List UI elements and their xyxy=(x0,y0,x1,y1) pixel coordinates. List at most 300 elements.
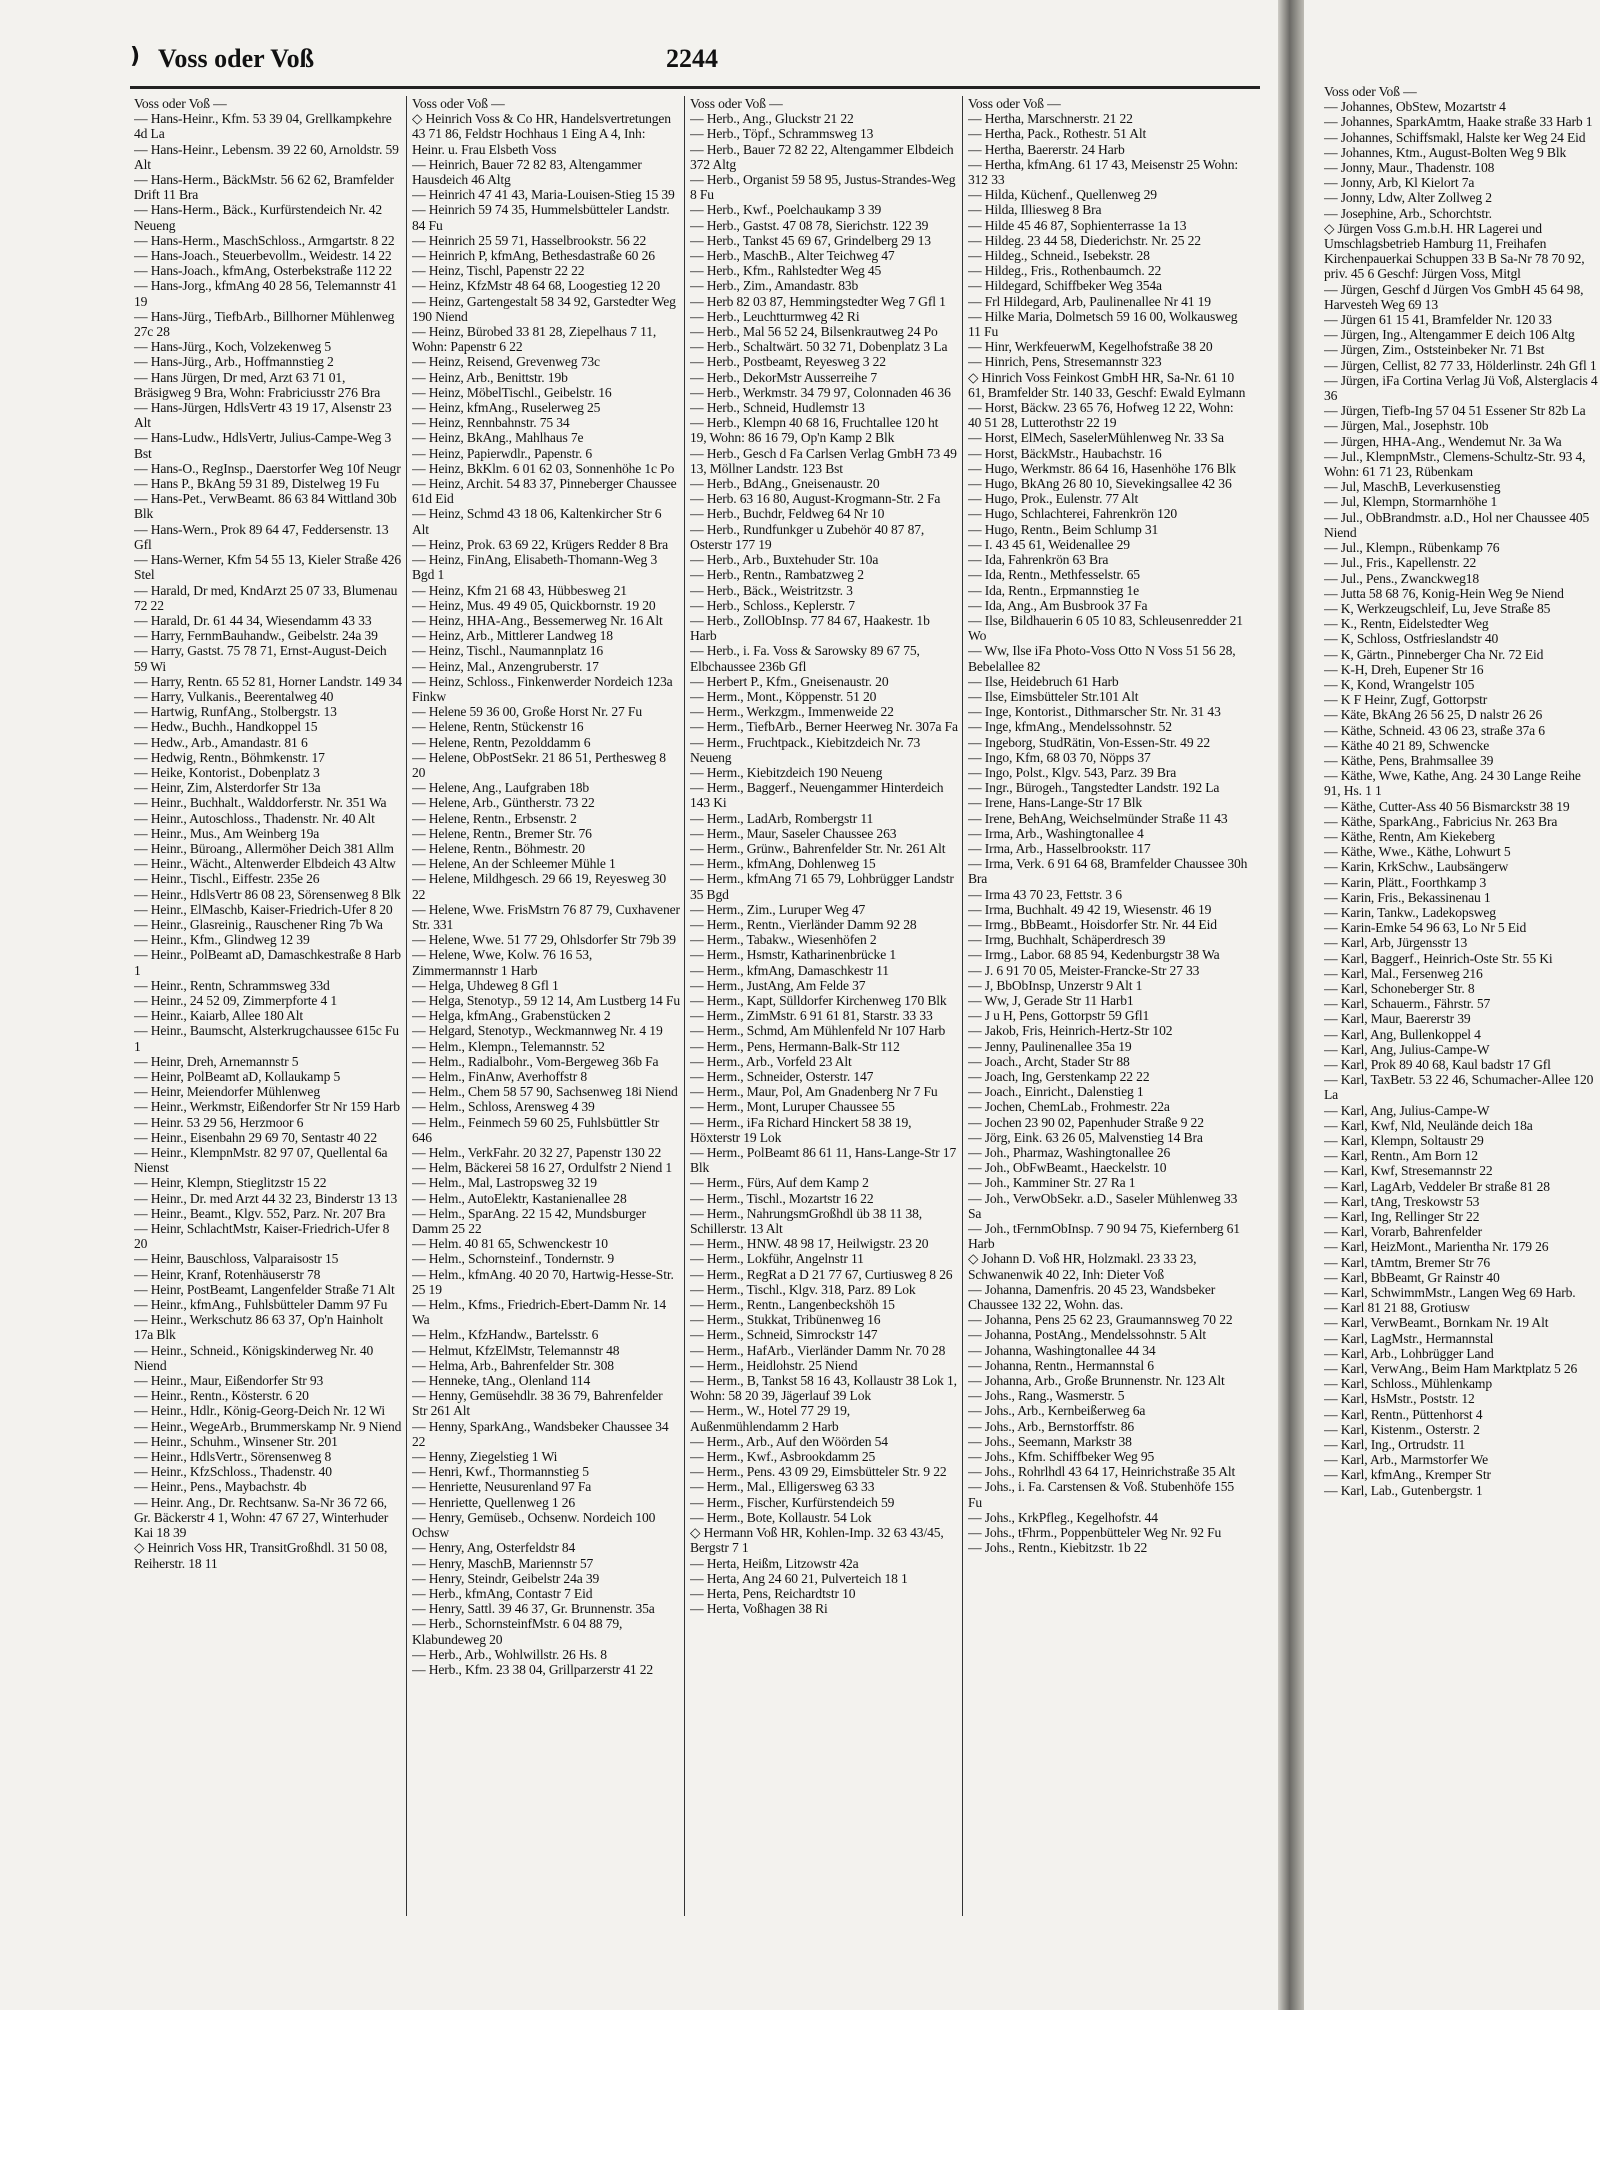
directory-entry: — Heinz, kfmAng., Ruselerweg 25 xyxy=(412,400,601,416)
directory-entry: — Heinz, HHA-Ang., Bessemerweg Nr. 16 Alt xyxy=(412,612,663,628)
directory-entry: — Karl, VerwBeamt., Bornkam Nr. 19 Alt xyxy=(1324,1315,1549,1331)
directory-entry: — Herm., RegRat a D 21 77 67, Curtiusweg 8 26 xyxy=(690,1266,953,1282)
directory-entry: — Hans-Jürgen, HdlsVertr 43 19 17, Alsenstr 23 Alt xyxy=(134,400,392,431)
directory-entry: — Hilda, Illiesweg 8 Bra xyxy=(968,202,1102,218)
directory-entry: — Helm., Chem 58 57 90, Sachsenweg 18i Niend xyxy=(412,1084,678,1100)
directory-entry: — Käthe, Schneid. 43 06 23, straße 37a 6 xyxy=(1324,722,1545,738)
header-rule xyxy=(130,86,1260,89)
column-divider xyxy=(684,96,685,1916)
directory-entry: — Hilda, Küchenf., Quellenweg 29 xyxy=(968,187,1157,203)
directory-entry: — Heinr., KlempnMstr. 82 97 07, Quellental 6a Nienst xyxy=(134,1145,388,1176)
directory-entry: — Henny, SparkAng., Wandsbeker Chaussee 34 22 xyxy=(412,1418,669,1449)
directory-entry: — Karl, Arb, Jürgensstr 13 xyxy=(1324,935,1468,951)
directory-entry: — Helga, kfmAng., Grabenstücken 2 xyxy=(412,1008,611,1024)
directory-entry: — Ingr., Bürogeh., Tangstedter Landstr. 192 La xyxy=(968,780,1220,796)
directory-entry: — Jochen 23 90 02, Papenhuder Straße 9 22 xyxy=(968,1114,1204,1130)
directory-entry: — Jürgen, Mal., Josephstr. 10b xyxy=(1324,418,1489,434)
directory-entry: — Herm., kfmAng, Damaschkestr 11 xyxy=(690,962,889,978)
directory-entry: — K, Kond, Wrangelstr 105 xyxy=(1324,676,1475,692)
directory-entry: — Herb., Rentn., Rambatzweg 2 xyxy=(690,567,864,583)
running-head: Voss oder Voß xyxy=(158,44,315,73)
directory-entry: — Hilke Maria, Dolmetsch 59 16 00, Wolkausweg 11 Fu xyxy=(968,308,1238,340)
directory-entry: — Karl, Schloss., Mühlenkamp xyxy=(1324,1376,1492,1392)
directory-entry: — Helene, Rentn., Bremer Str. 76 xyxy=(412,825,592,841)
directory-entry: — Henriette, Quellenweg 1 26 xyxy=(412,1494,576,1510)
directory-entry: — Hans-Herm., BäckMstr. 56 62 62, Bramfelder Drift 11 Bra xyxy=(134,172,394,203)
directory-entry: — Karl, Baggerf., Heinrich-Oste Str. 55 Ki xyxy=(1324,950,1553,966)
directory-entry: — Karl, Ing, Rellinger Str 22 xyxy=(1324,1209,1480,1225)
directory-entry: — Johanna, Rentn., Hermannstal 6 xyxy=(968,1357,1154,1373)
directory-entry: — Ww, J, Gerade Str 11 Harb1 xyxy=(968,992,1134,1008)
directory-entry: — Herb., Schloss., Keplerstr. 7 xyxy=(690,597,855,613)
directory-entry: — Henri, Kwf., Thormannstieg 5 xyxy=(412,1464,589,1480)
directory-entry: ◇ Hermann Voß HR, Kohlen-Imp. 32 63 43/45, Bergstr 7 1 xyxy=(690,1525,944,1556)
directory-entry: — Heinr, PolBeamt aD, Kollaukamp 5 xyxy=(134,1069,341,1084)
directory-entry: — Herm., LadArb, Rombergstr 11 xyxy=(690,810,874,826)
directory-entry: — Herm., W., Hotel 77 29 19, Außenmühlendamm 2 Harb xyxy=(690,1403,851,1434)
directory-entry: — Heinrich 59 74 35, Hummelsbütteler Landstr. 84 Fu xyxy=(412,202,670,233)
directory-entry: — Karl, Schauerm., Fährstr. 57 xyxy=(1324,996,1491,1012)
directory-entry: — Karin, KrkSchw., Laubsängerw xyxy=(1324,859,1509,875)
directory-entry: — Käthe, Wwe., Käthe, Lohwurt 5 xyxy=(1324,844,1511,860)
directory-entry: — Heinz, Schloss., Finkenwerder Nordeich 123a Finkw xyxy=(412,673,673,704)
directory-entry: — Josephine, Arb., Schorchtstr. xyxy=(1324,205,1492,221)
directory-entry: — Hildegard, Schiffbeker Weg 354a xyxy=(968,278,1162,294)
directory-entry: — Johanna, Arb., Große Brunnenstr. Nr. 123 Alt xyxy=(968,1373,1225,1389)
directory-entry: — Horst, Bäckw. 23 65 76, Hofweg 12 22, Wohn: 40 51 28, Lutterothstr 22 19 xyxy=(968,400,1234,431)
directory-entry: — Heinr., Mus., Am Weinberg 19a xyxy=(134,825,320,841)
directory-entry: — Heinr. Ang., Dr. Rechtsanw. Sa-Nr 36 72 66, Gr. Bäckerstr 4 1, Wohn: 47 67 27, Winterhuder Kai 18 39 xyxy=(134,1494,389,1541)
directory-entry: — Herb., Kfm., Rahlstedter Weg 45 xyxy=(690,263,882,279)
directory-entry: — Irmg., Labor. 68 85 94, Kedenburgstr 38 Wa xyxy=(968,947,1220,963)
directory-entry: — Helm., AutoElektr, Kastanienallee 28 xyxy=(412,1190,627,1206)
directory-entry: — Heinr., Schneid., Königskinderweg Nr. 40 Niend xyxy=(134,1342,374,1373)
directory-entry: — Heinrich, Bauer 72 82 83, Altengammer Hausdeich 46 Altg xyxy=(412,156,642,188)
directory-entry: — Herm., Rentn., Vierländer Damm 92 28 xyxy=(690,916,917,932)
directory-entry: — Johs., Seemann, Markstr 38 xyxy=(968,1433,1132,1449)
directory-entry: — Henry, MaschB, Mariennstr 57 xyxy=(412,1555,594,1571)
directory-entry: — Karl, Kistenm., Osterstr. 2 xyxy=(1324,1421,1480,1437)
directory-entry: — K F Heinr, Zugf, Gottorpstr xyxy=(1324,692,1488,708)
directory-entry: — Helene, Wwe. FrisMstrn 76 87 79, Cuxhavener Str. 331 xyxy=(412,901,680,932)
directory-entry: — Herm., Tabakw., Wiesenhöfen 2 xyxy=(690,932,877,948)
directory-entry: — K., Rentn, Eidelstedter Weg xyxy=(1324,616,1489,632)
directory-entry: — Herb., Buchdr, Feldweg 64 Nr 10 xyxy=(690,506,885,522)
directory-entry: — Irma, Buchhalt. 49 42 19, Wiesenstr. 46 19 xyxy=(968,901,1212,917)
directory-entry: — I. 43 45 61, Weidenallee 29 xyxy=(968,536,1130,552)
page-number: 2244 xyxy=(666,44,718,73)
directory-entry: — Hans-Herm., MaschSchloss., Armgartstr. 8 22 xyxy=(134,232,395,248)
directory-entry: — Heinr., HdlsVertr 86 08 23, Sörensenweg 8 Blk xyxy=(134,886,401,902)
directory-entry: — Johs., Rentn., Kiebitzstr. 1b 22 xyxy=(968,1540,1148,1556)
directory-entry: — Helene, Rentn, Pezolddamm 6 xyxy=(412,734,591,750)
directory-entry: — Helm., kfmAng. 40 20 70, Hartwig-Hesse-Str. 25 19 xyxy=(412,1266,674,1297)
directory-entry: — Hertha, Pack., Rothestr. 51 Alt xyxy=(968,126,1147,142)
directory-entry: — Herm., Kapt, Sülldorfer Kirchenweg 170 Blk xyxy=(690,992,947,1008)
directory-entry: — Heinz, Tischl, Papenstr 22 22 xyxy=(412,263,585,279)
directory-entry: — Hans-Wern., Prok 89 64 47, Feddersenstr. 13 Gfl xyxy=(134,521,389,552)
directory-entry: — Herm., Maur, Saseler Chaussee 263 xyxy=(690,825,897,841)
directory-entry: — Jürgen, Zim., Oststeinbeker Nr. 71 Bst xyxy=(1324,342,1545,358)
directory-entry: — Ingo, Kfm, 68 03 70, Nöpps 37 xyxy=(968,749,1151,765)
directory-entry: — Karl, Kwf, Stresemannstr 22 xyxy=(1324,1163,1493,1179)
directory-entry: — Hertha, Baererstr. 24 Harb xyxy=(968,141,1125,157)
directory-entry: — Herb., DekorMstr Ausserreihe 7 xyxy=(690,369,877,385)
directory-entry: — Herm., B, Tankst 58 16 43, Kollaustr 38 Lok 1, Wohn: 58 20 39, Jägerlauf 39 Lok xyxy=(690,1373,957,1404)
directory-entry: — Hildeg., Schneid., Isebekstr. 28 xyxy=(968,248,1150,264)
directory-entry: — Herb., Bauer 72 82 22, Altengammer Elbdeich 372 Altg xyxy=(690,141,954,172)
page-edge-mark: ) xyxy=(130,44,141,69)
directory-entry: — Heinr., Autoschloss., Thadenstr. Nr. 40 Alt xyxy=(134,810,375,826)
directory-entry: — Herta, Ang 24 60 21, Pulverteich 18 1 xyxy=(690,1570,908,1586)
directory-entry: — Hans-Ludw., HdlsVertr, Julius-Campe-Weg 3 Bst xyxy=(134,430,392,461)
directory-entry: — Johs., Arb., Kernbeißerweg 6a xyxy=(968,1403,1146,1419)
directory-entry: — Herm., NahrungsmGroßhdl üb 38 11 38, Schillerstr. 13 Alt xyxy=(690,1205,923,1237)
directory-entry: — Herb., Klempn 40 68 16, Fruchtallee 120 ht 19, Wohn: 86 16 79, Op'n Kamp 2 Blk xyxy=(690,415,939,446)
directory-entry: — Heinz, Bürobed 33 81 28, Ziepelhaus 7 11, Wohn: Papenstr 6 22 xyxy=(412,324,657,355)
directory-entry: — Hildeg., Fris., Rothenbaumch. 22 xyxy=(968,263,1162,279)
directory-entry: ◇ Heinrich Voss & Co HR, Handelsvertretungen 43 71 86, Feldstr Hochhaus 1 Eing A 4, Inh: Heinr. u. Frau Elsbeth Voss xyxy=(412,111,671,157)
directory-entry: — Frl Hildegard, Arb, Paulinenallee Nr 41 19 xyxy=(968,293,1211,309)
directory-entry: — Herm., Heidlohstr. 25 Niend xyxy=(690,1357,858,1373)
directory-entry: — Hans-Jürg., Arb., Hoffmannstieg 2 xyxy=(134,354,334,370)
directory-entry: — Herb., Gastst. 47 08 78, Sierichstr. 122 39 xyxy=(690,217,929,233)
directory-entry: — Herm., Stukkat, Tribünenweg 16 xyxy=(690,1312,881,1328)
directory-entry: — Herb., Tankst 45 69 67, Grindelberg 29 13 xyxy=(690,232,931,248)
directory-entry: — Karl, Rentn., Am Born 12 xyxy=(1324,1148,1478,1164)
directory-entry: — Helm., SparAng. 22 15 42, Mundsburger Damm 25 22 xyxy=(412,1205,647,1237)
directory-entry: — Helma, Arb., Bahrenfelder Str. 308 xyxy=(412,1357,614,1373)
directory-entry: ◇ Hinrich Voss Feinkost GmbH HR, Sa-Nr. 61 10 61, Bramfelder Str. 140 33, Geschf: Ewald Eylmann xyxy=(968,369,1246,400)
directory-entry: — Heinz, Rennbahnstr. 75 34 xyxy=(412,415,570,431)
directory-entry: — Heinr., Pens., Maybachstr. 4b xyxy=(134,1479,307,1495)
directory-entry: — Herb., BdAng., Gneisenaustr. 20 xyxy=(690,476,880,492)
directory-entry: — Herta, Heißm, Litzowstr 42a xyxy=(690,1555,859,1571)
directory-entry: — Herb., Leuchtturmweg 42 Ri xyxy=(690,308,860,324)
directory-entry: — Herb., Kwf., Poelchaukamp 3 39 xyxy=(690,202,882,218)
directory-entry: — Herm., Bote, Kollaustr. 54 Lok xyxy=(690,1509,872,1525)
directory-entry: Voss oder Voß — xyxy=(690,96,783,111)
directory-entry: — Karl, BbBeamt, Gr Rainstr 40 xyxy=(1324,1269,1500,1285)
directory-entry: — Herm., Arb., Vorfeld 23 Alt xyxy=(690,1053,852,1069)
directory-entry: — Jürgen, Ing., Altengammer E deich 106 Altg xyxy=(1324,327,1575,343)
directory-entry: — Karl, Lab., Gutenbergstr. 1 xyxy=(1324,1482,1483,1498)
directory-entry: — Herb., Ang., Gluckstr 21 22 xyxy=(690,111,854,127)
directory-entry: — Heinrich 25 59 71, Hasselbrookstr. 56 22 xyxy=(412,232,647,248)
directory-entry: — Johannes, SparkAmtm, Haake straße 33 Harb 1 xyxy=(1324,114,1593,130)
directory-entry: — Heinr, Klempn, Stieglitzstr 15 22 xyxy=(134,1175,327,1191)
directory-entry: — Helene 59 36 00, Große Horst Nr. 27 Fu xyxy=(412,704,642,720)
directory-entry: — Heinr, Kranf, Rotenhäuserstr 78 xyxy=(134,1266,321,1282)
directory-entry: — Helgard, Stenotyp., Weckmannweg Nr. 4 19 xyxy=(412,1023,663,1039)
directory-entry: — Heinr, Dreh, Arnemannstr 5 xyxy=(134,1053,299,1069)
directory-entry: — Herb., Arb., Wohlwillstr. 26 Hs. 8 xyxy=(412,1646,607,1662)
directory-entry: — Herm., ZimMstr. 6 91 61 81, Starstr. 33 33 xyxy=(690,1008,933,1024)
directory-entry: — Heinr., KfzSchloss., Thadenstr. 40 xyxy=(134,1464,332,1480)
directory-entry: — Heinz, Arb., Benittstr. 19b xyxy=(412,369,568,385)
directory-entry: — Herm., Werkzgm., Immenweide 22 xyxy=(690,704,894,720)
directory-entry: — Heinr., Maur, Eißendorfer Str 93 xyxy=(134,1373,324,1389)
directory-entry: — Hans-Joach., kfmAng, Osterbekstraße 112 22 xyxy=(134,263,392,279)
directory-entry: — Karl, Ang, Julius-Campe-W xyxy=(1324,1102,1490,1118)
directory-entry: — Herm., Mal., Elligersweg 63 33 xyxy=(690,1479,875,1495)
directory-entry: — K-H, Dreh, Eupener Str 16 xyxy=(1324,661,1484,677)
directory-entry: — Karl, Maur, Baererstr 39 xyxy=(1324,1011,1471,1027)
directory-entry: — Hans Jürgen, Dr med, Arzt 63 71 01, Bräsigweg 9 Bra, Wohn: Frabriciusstr 276 Bra xyxy=(134,369,381,400)
directory-entry: Voss oder Voß — xyxy=(968,96,1061,111)
directory-entry: — Herm., HafArb., Vierländer Damm Nr. 70 28 xyxy=(690,1342,946,1358)
directory-entry: — Heinr, PostBeamt, Langenfelder Straße 71 Alt xyxy=(134,1281,395,1297)
directory-entry: — J, BbObInsp, Unzerstr 9 Alt 1 xyxy=(968,977,1143,993)
directory-entry: — Hans-Jürg., TiefbArb., Billhorner Mühlenweg 27c 28 xyxy=(134,308,395,340)
directory-entry: — Karl, Vorarb, Bahrenfelder xyxy=(1324,1224,1482,1240)
directory-entry: — Irma, Arb., Hasselbrookstr. 117 xyxy=(968,840,1151,856)
directory-entry: — Herm., Schmd, Am Mühlenfeld Nr 107 Harb xyxy=(690,1023,946,1039)
directory-entry: — Herm., Rentn., Langenbeckshöh 15 xyxy=(690,1297,895,1313)
directory-entry: — Hedw., Arb., Amandastr. 81 6 xyxy=(134,734,308,750)
directory-entry: — Hugo, BkAng 26 80 10, Sievekingsallee 42 36 xyxy=(968,476,1232,492)
directory-entry: — Herb., Postbeamt, Reyesweg 3 22 xyxy=(690,354,886,370)
directory-entry: — Helmut, KfzElMstr, Telemannstr 48 xyxy=(412,1342,620,1358)
directory-entry: — Jochen, ChemLab., Frohmestr. 22a xyxy=(968,1099,1170,1115)
directory-entry: — Joach., Archt, Stader Str 88 xyxy=(968,1053,1130,1069)
directory-entry: — Heinz, BkKlm. 6 01 62 03, Sonnenhöhe 1c Po xyxy=(412,460,675,476)
directory-entry: — Helm., Schornsteinf., Tondernstr. 9 xyxy=(412,1251,615,1267)
directory-entry: — Käthe, Wwe, Kathe, Ang. 24 30 Lange Reihe 91, Hs. 1 1 xyxy=(1324,768,1581,799)
directory-entry: — Hans-Jorg., kfmAng 40 28 56, Telemannstr 41 19 xyxy=(134,278,397,309)
directory-entry: — Joh., VerwObSekr. a.D., Saseler Mühlenweg 33 Sa xyxy=(968,1190,1238,1221)
directory-entry: — Jürgen, HHA-Ang., Wendemut Nr. 3a Wa xyxy=(1324,433,1562,449)
directory-entry: — Heinz, BkAng., Mahlhaus 7e xyxy=(412,430,584,446)
directory-entry: — Herm., PolBeamt 86 61 11, Hans-Lange-Str 17 Blk xyxy=(690,1145,957,1176)
directory-entry: — Jenny, Paulinenallee 35a 19 xyxy=(968,1038,1132,1054)
directory-entry: — Herta, Pens, Reichardtstr 10 xyxy=(690,1585,856,1601)
directory-entry: — Käthe, Cutter-Ass 40 56 Bismarckstr 38 19 xyxy=(1324,798,1570,814)
directory-entry: — Herb., Gesch d Fa Carlsen Verlag GmbH 73 49 13, Möllner Landstr. 123 Bst xyxy=(690,445,957,476)
directory-entry: — Johanna, Damenfris. 20 45 23, Wandsbeker Chaussee 132 22, Wohn. das. xyxy=(968,1281,1216,1313)
directory-entry: — Heike, Kontorist., Dobenplatz 3 xyxy=(134,764,320,780)
directory-entry: — Harry, FernmBauhandw., Geibelstr. 24a 39 xyxy=(134,628,378,644)
directory-entry: — Herm., Tischl., Klgv. 318, Parz. 89 Lok xyxy=(690,1281,916,1297)
directory-entry: — Heinz, Archit. 54 83 37, Pinneberger Chaussee 61d Eid xyxy=(412,476,677,507)
directory-entry: — Karl, LagMstr., Hermannstal xyxy=(1324,1330,1494,1346)
directory-entry: — Jakob, Fris, Heinrich-Hertz-Str 102 xyxy=(968,1023,1173,1039)
directory-entry: — Karl, kfmAng., Kremper Str xyxy=(1324,1467,1491,1483)
directory-entry: Voss oder Voß — xyxy=(412,96,505,111)
directory-entry: — Johannes, Schiffsmakl, Halste ker Weg 24 Eid xyxy=(1324,129,1586,145)
directory-entry: — Herb., ZollObInsp. 77 84 67, Haakestr. 1b Harb xyxy=(690,612,930,644)
directory-entry: — Jürgen 61 15 41, Bramfelder Nr. 120 33 xyxy=(1324,312,1552,328)
directory-entry: — Herb., MaschB., Alter Teichweg 47 xyxy=(690,248,895,264)
book-gutter xyxy=(1278,0,1304,2010)
directory-entry: — Heinr., PolBeamt aD, Damaschkestraße 8 Harb 1 xyxy=(134,947,401,978)
directory-entry: — Irmg., BbBeamt., Hoisdorfer Str. Nr. 44 Eid xyxy=(968,916,1217,932)
directory-entry: — Helm., FinAnw, Averhoffstr 8 xyxy=(412,1069,587,1084)
directory-entry: — Jonny, Ldw, Alter Zollweg 2 xyxy=(1324,190,1492,206)
directory-entry: — Inge, kfmAng., Mendelssohnstr. 52 xyxy=(968,719,1172,735)
directory-entry: — Henneke, tAng., Olenland 114 xyxy=(412,1373,591,1389)
directory-column-5-facing-page xyxy=(1324,84,1600,1724)
directory-entry: — Karin, Plätt., Foorthkamp 3 xyxy=(1324,874,1487,890)
directory-entry: — Ida, Fahrenkrön 63 Bra xyxy=(968,552,1109,568)
directory-column-3 xyxy=(690,96,958,1896)
directory-entry: — Herb., Schaltwärt. 50 32 71, Dobenplatz 3 La xyxy=(690,339,948,355)
directory-entry: — Horst, BäckMstr., Haubachstr. 16 xyxy=(968,445,1162,461)
directory-entry: — Heinz, Gartengestalt 58 34 92, Garstedter Weg 190 Niend xyxy=(412,293,676,324)
directory-entry: — Herb., Kfm. 23 38 04, Grillparzerstr 41 22 xyxy=(412,1661,654,1677)
directory-entry: — Helene, Ang., Laufgraben 18b xyxy=(412,780,590,796)
directory-entry: — Johanna, PostAng., Mendelssohnstr. 5 Alt xyxy=(968,1327,1207,1343)
directory-entry: — Jürgen, Cellist, 82 77 33, Hölderlinstr. 24h Gfl 1 xyxy=(1324,357,1597,373)
directory-entry: — Jutta 58 68 76, Konig-Hein Weg 9e Niend xyxy=(1324,585,1564,601)
directory-entry: — Karl, Kwf, Nld, Neulände deich 18a xyxy=(1324,1117,1533,1133)
directory-entry: ◇ Johann D. Voß HR, Holzmakl. 23 33 23, Schwanenwik 40 22, Inh: Dieter Voß xyxy=(968,1251,1197,1282)
directory-entry: — Heinr., kfmAng., Fuhlsbütteler Damm 97 Fu xyxy=(134,1297,388,1313)
directory-entry: — Ilse, Bildhauerin 6 05 10 83, Schleusenredder 21 Wo xyxy=(968,612,1243,644)
directory-entry: — Ida, Rentn., Erpmannstieg 1e xyxy=(968,582,1140,598)
directory-entry: — Johanna, Pens 25 62 23, Graumannsweg 70 22 xyxy=(968,1312,1233,1328)
directory-entry: — Heinr, Meiendorfer Mühlenweg xyxy=(134,1084,320,1100)
directory-entry: — Johs., Arb., Bernstorffstr. 86 xyxy=(968,1418,1135,1434)
directory-entry: — Herb., Organist 59 58 95, Justus-Strandes-Weg 8 Fu xyxy=(690,172,956,203)
directory-entry: — Herb., Werkmstr. 34 79 97, Colonnaden 46 36 xyxy=(690,384,951,400)
directory-entry: — Herb., kfmAng, Contastr 7 Eid xyxy=(412,1585,593,1601)
directory-entry: — Karin, Tankw., Ladekopsweg xyxy=(1324,904,1496,920)
directory-entry: — Karl, HsMstr., Poststr. 12 xyxy=(1324,1391,1475,1407)
directory-entry: — Ida, Ang., Am Busbrook 37 Fa xyxy=(968,597,1148,613)
directory-entry: — Joh., ObFwBeamt., Haeckelstr. 10 xyxy=(968,1160,1167,1176)
directory-entry: — Heinz, Prok. 63 69 22, Krügers Redder 8 Bra xyxy=(412,536,669,552)
directory-entry: — Helm., Radialbohr., Vom-Bergeweg 36b Fa xyxy=(412,1053,659,1069)
directory-entry: — Herm., Maur, Pol, Am Gnadenberg Nr 7 Fu xyxy=(690,1084,938,1100)
directory-entry: — Heinr., Hdlr., König-Georg-Deich Nr. 12 Wi xyxy=(134,1403,385,1419)
directory-entry: — Helm., Klempn., Telemannstr. 52 xyxy=(412,1038,605,1054)
directory-entry: — Johs., Rohrlhdl 43 64 17, Heinrichstraße 35 Alt xyxy=(968,1464,1236,1480)
directory-entry: — Henny, Gemüsehdlr. 38 36 79, Bahrenfelder Str 261 Alt xyxy=(412,1388,663,1419)
directory-entry: — Jürgen, Tiefb-Ing 57 04 51 Essener Str 82b La xyxy=(1324,403,1586,419)
directory-entry: — Hedw., Buchh., Handkoppel 15 xyxy=(134,719,318,735)
directory-column-2 xyxy=(412,96,680,1896)
directory-entry: — Karl, tAng, Treskowstr 53 xyxy=(1324,1193,1480,1209)
directory-entry: — Heinz, Kfm 21 68 43, Hübbesweg 21 xyxy=(412,582,627,598)
directory-entry: — Helga, Stenotyp., 59 12 14, Am Lustberg 14 Fu xyxy=(412,992,680,1008)
directory-entry: — Irma, Arb., Washingtonallee 4 xyxy=(968,825,1144,841)
directory-entry: — Helm, Bäckerei 58 16 27, Ordulfstr 2 Niend 1 xyxy=(412,1160,673,1176)
directory-entry: — Heinr., Tischl., Eiffestr. 235e 26 xyxy=(134,871,320,887)
directory-entry: — Helene, Rentn., Erbsenstr. 2 xyxy=(412,810,577,826)
directory-entry: — Heinr., Rentn, Schrammsweg 33d xyxy=(134,977,330,993)
directory-entry: — Helene, Wwe, Kolw. 76 16 53, Zimmermannstr 1 Harb xyxy=(412,947,593,978)
directory-entry: — Horst, ElMech, SaselerMühlenweg Nr. 33 Sa xyxy=(968,430,1224,446)
directory-entry: — Heinz, KfzMstr 48 64 68, Loogestieg 12 20 xyxy=(412,278,661,294)
directory-entry: — Herm., kfmAng, Dohlenweg 15 xyxy=(690,856,876,872)
column-divider xyxy=(962,96,963,1916)
directory-entry: — Heinr., Glasreinig., Rauschener Ring 7b Wa xyxy=(134,916,383,932)
directory-entry: — Irma 43 70 23, Fettstr. 3 6 xyxy=(968,886,1122,902)
directory-entry: — Herm., Pens. 43 09 29, Eimsbütteler Str. 9 22 xyxy=(690,1464,947,1480)
directory-entry: — Irmg, Buchhalt, Schäperdresch 39 xyxy=(968,932,1166,948)
directory-entry: — Helene, Rentn, Stückenstr 16 xyxy=(412,719,584,735)
directory-entry: — Herm., Grünw., Bahrenfelder Str. Nr. 261 Alt xyxy=(690,840,946,856)
directory-entry: — Jul., Fris., Kapellenstr. 22 xyxy=(1324,555,1477,571)
directory-entry: — Hertha, kfmAng. 61 17 43, Meisenstr 25 Wohn: 312 33 xyxy=(968,156,1239,188)
directory-entry: — Henry, Sattl. 39 46 37, Gr. Brunnenstr. 35a xyxy=(412,1601,655,1617)
directory-entry: — Heinz, Reisend, Grevenweg 73c xyxy=(412,354,600,370)
directory-column-1 xyxy=(134,96,402,1896)
directory-entry: — Irene, BehAng, Weichselmünder Straße 11 43 xyxy=(968,810,1228,826)
directory-entry: — Jul., KlempnMstr., Clemens-Schultz-Str. 93 4, Wohn: 61 71 23, Rübenkam xyxy=(1324,448,1586,480)
directory-entry: — Helene, ObPostSekr. 21 86 51, Perthesweg 8 20 xyxy=(412,749,666,780)
directory-entry: — Joach., Einricht., Dalenstieg 1 xyxy=(968,1084,1144,1100)
directory-entry: — Hans-O., RegInsp., Daerstorfer Weg 10f Neugr xyxy=(134,460,401,476)
directory-entry: — Käthe 40 21 89, Schwencke xyxy=(1324,737,1490,753)
directory-entry: — Herm., TiefbArb., Berner Heerweg Nr. 307a Fa xyxy=(690,719,958,735)
directory-entry: — Käthe, Pens, Brahmsallee 39 xyxy=(1324,752,1494,768)
directory-entry: — Heinr., Schuhm., Winsener Str. 201 xyxy=(134,1433,338,1449)
directory-entry: — Johs., tFhrm., Poppenbütteler Weg Nr. 92 Fu xyxy=(968,1525,1222,1541)
directory-entry: — Henry, Steindr, Geibelstr 24a 39 xyxy=(412,1570,600,1586)
directory-entry: — Herm., Schneid, Simrockstr 147 xyxy=(690,1327,878,1343)
directory-entry: — Harry, Rentn. 65 52 81, Horner Landstr. 149 34 xyxy=(134,673,402,689)
directory-entry: — Herm., Schneider, Osterstr. 147 xyxy=(690,1069,874,1084)
directory-entry: — Herb., SchornsteinfMstr. 6 04 88 79, Klabundeweg 20 xyxy=(412,1616,623,1647)
directory-entry: — Herm., iFa Richard Hinckert 58 38 19, Höxterstr 19 Lok xyxy=(690,1114,912,1145)
directory-entry: — Käte, BkAng 26 56 25, D nalstr 26 26 xyxy=(1324,707,1543,723)
directory-entry: — Hildeg. 23 44 58, Diederichstr. Nr. 25 22 xyxy=(968,232,1201,248)
directory-entry: — Herm., Kwf., Asbrookdamm 25 xyxy=(690,1449,876,1465)
directory-entry: — Karl, Prok 89 40 68, Kaul badstr 17 Gfl xyxy=(1324,1057,1551,1072)
directory-entry: — Harald, Dr. 61 44 34, Wiesendamm 43 33 xyxy=(134,612,372,628)
directory-entry: — Hans-Jürg., Koch, Volzekenweg 5 xyxy=(134,339,332,355)
directory-entry: — Helm. 40 81 65, Schwenckestr 10 xyxy=(412,1236,608,1252)
directory-entry: — Irma, Verk. 6 91 64 68, Bramfelder Chaussee 30h Bra xyxy=(968,856,1248,887)
directory-entry: — Ida, Rentn., Methfesselstr. 65 xyxy=(968,567,1140,583)
directory-entry: — Herm., HNW. 48 98 17, Heilwigstr. 23 20 xyxy=(690,1236,929,1252)
directory-entry: — Johs., Rang., Wasmerstr. 5 xyxy=(968,1388,1125,1404)
directory-entry: — Joh., Kamminer Str. 27 Ra 1 xyxy=(968,1175,1136,1191)
directory-entry: — Hugo, Schlachterei, Fahrenkrön 120 xyxy=(968,506,1178,522)
directory-entry: — Karl, tAmtm, Bremer Str 76 xyxy=(1324,1254,1491,1270)
directory-entry: — Herm., Fürs, Auf dem Kamp 2 xyxy=(690,1175,869,1191)
directory-entry: — Hans-Joach., Steuerbevollm., Weidestr. 14 22 xyxy=(134,248,392,264)
directory-entry: — K, Werkzeugschleif, Lu, Jeve Straße 85 xyxy=(1324,600,1551,616)
directory-entry: — Henry, Ang, Osterfeldstr 84 xyxy=(412,1540,576,1556)
directory-entry: — Jul., Pens., Zwanckweg18 xyxy=(1324,570,1480,586)
directory-entry: — Karl 81 21 88, Grotiusw xyxy=(1324,1300,1470,1316)
directory-entry: — Helene, Wwe. 51 77 29, Ohlsdorfer Str 79b 39 xyxy=(412,932,676,948)
directory-entry: — Herb 82 03 87, Hemmingstedter Weg 7 Gfl 1 xyxy=(690,293,946,309)
directory-entry: — Hans-Werner, Kfm 54 55 13, Kieler Straße 426 Stel xyxy=(134,552,402,583)
directory-entry: — Herm., Baggerf., Neuengammer Hinterdeich 143 Ki xyxy=(690,780,944,811)
directory-entry: — Käthe, SparkAng., Fabricius Nr. 263 Bra xyxy=(1324,813,1558,829)
directory-entry: — Heinz, Mal., Anzengruberstr. 17 xyxy=(412,658,599,674)
directory-entry: — Herb., Arb., Buxtehuder Str. 10a xyxy=(690,552,879,568)
directory-entry: — Ingeborg, StudRätin, Von-Essen-Str. 49 22 xyxy=(968,734,1211,750)
directory-entry: — Heinz, Schmd 43 18 06, Kaltenkircher Str 6 Alt xyxy=(412,506,662,537)
directory-entry: — Herm., Arb., Auf den Wöörden 54 xyxy=(690,1433,888,1449)
directory-entry: — Heinz, Papierwdlr., Papenstr. 6 xyxy=(412,445,593,461)
directory-entry: — Herm., Kiebitzdeich 190 Neueng xyxy=(690,764,883,780)
directory-entry: — Herm., Zim., Luruper Weg 47 xyxy=(690,901,866,917)
directory-entry: — Herm., Pens, Hermann-Balk-Str 112 xyxy=(690,1038,900,1054)
directory-entry: — Johanna, Washingtonallee 44 34 xyxy=(968,1342,1156,1358)
directory-entry: — Herm., JustAng, Am Felde 37 xyxy=(690,977,866,993)
directory-entry: — Jürgen, iFa Cortina Verlag Jü Voß, Alsterglacis 4 36 xyxy=(1324,372,1598,404)
directory-entry: — Herm., Mont, Luruper Chaussee 55 xyxy=(690,1099,895,1115)
directory-entry: — Karin-Emke 54 96 63, Lo Nr 5 Eid xyxy=(1324,920,1527,936)
column-divider xyxy=(406,96,407,1916)
directory-entry: — Jonny, Arb, Kl Kielort 7a xyxy=(1324,175,1475,191)
